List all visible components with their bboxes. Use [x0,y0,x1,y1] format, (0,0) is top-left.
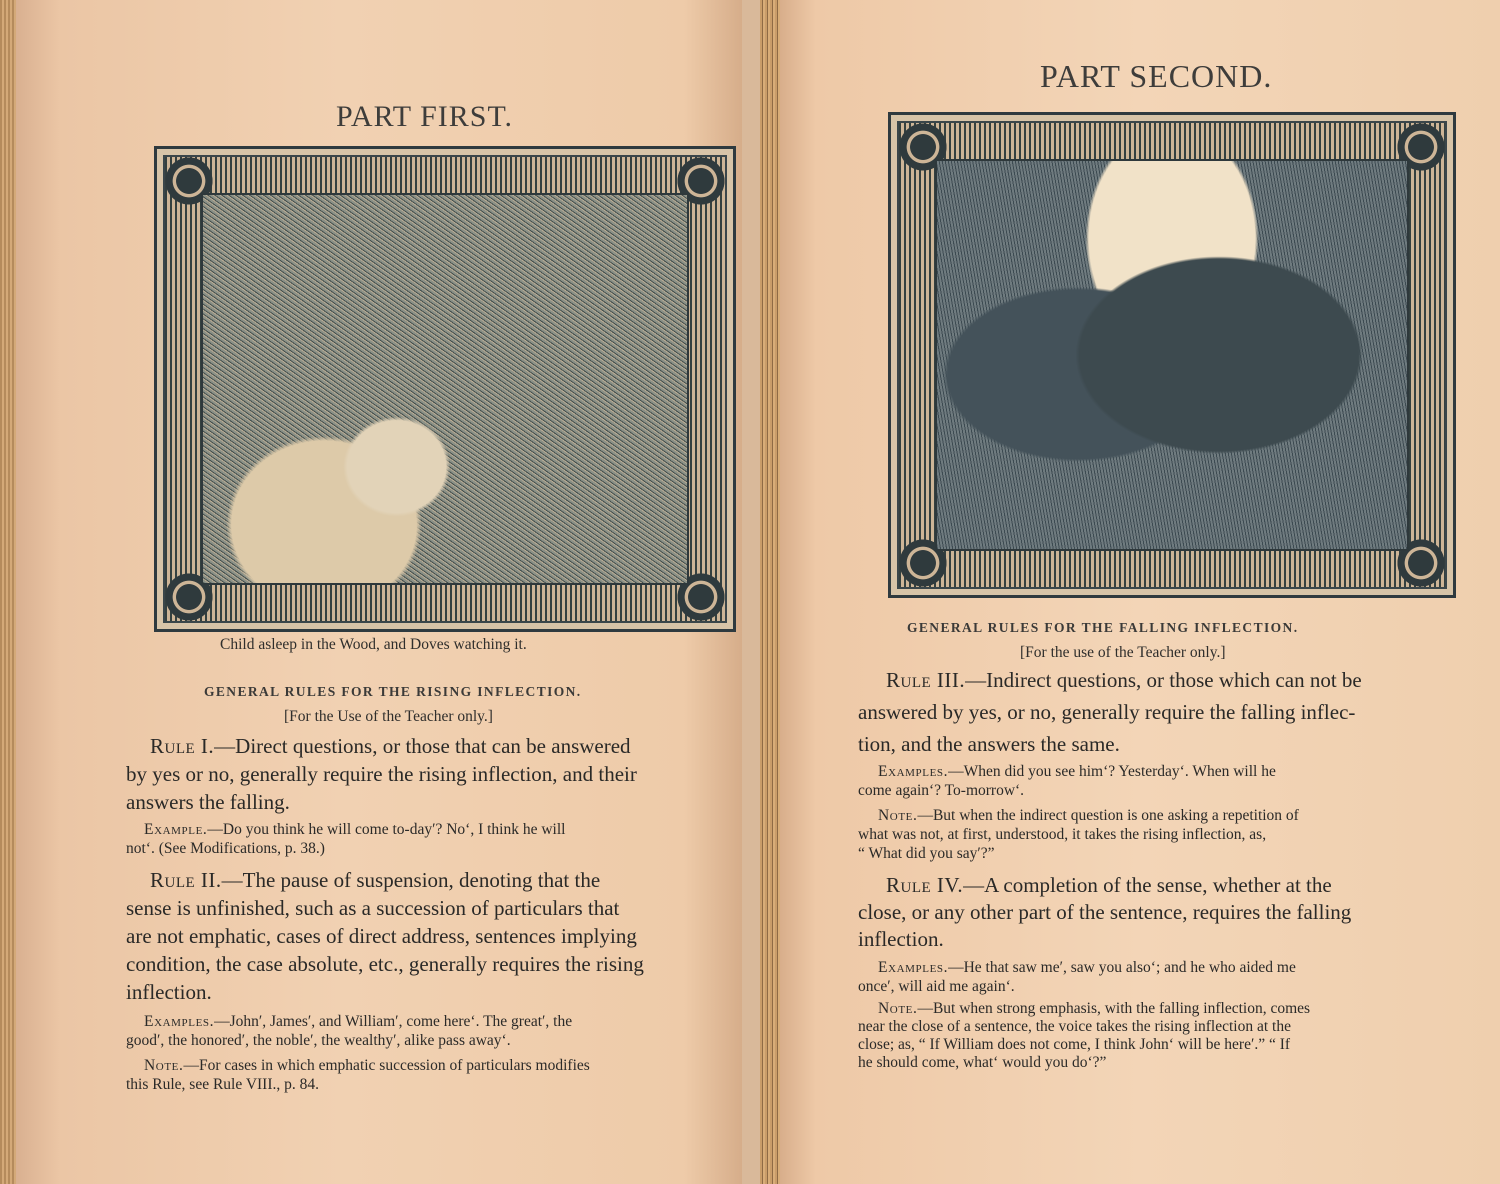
note-text-line: —But when the indirect question is one asking a repetition of [917,807,1299,824]
examples-2 [126,1012,726,1050]
rule-text-line: inflection. [858,927,944,951]
example-1 [126,820,726,858]
example-text-line: —He that saw me′, saw you also‘; and he who aided me [948,959,1296,976]
examples-3 [858,762,1458,800]
note-text-line: “ What did you say′?” [858,845,995,862]
note-label: Note. [878,807,918,824]
example-label: Examples. [878,763,949,780]
rule-3 [858,664,1458,760]
rule-text-line: tion, and the answers the same. [858,732,1120,756]
rule-text-line: answers the falling. [126,790,290,814]
example-label: Examples. [144,1013,215,1030]
rules-heading: GENERAL RULES FOR THE FALLING INFLECTION. [907,620,1299,635]
rule-text-line: close, or any other part of the sentence, requires the falling [858,900,1352,924]
note-text-line: near the close of a sentence, the voice takes the rising inflection at the [858,1018,1291,1035]
rules-heading: GENERAL RULES FOR THE RISING INFLECTION. [204,684,582,699]
rule-2 [126,866,726,1006]
rule-text-line: condition, the case absolute, etc., generally requires the rising [126,952,644,976]
example-text-line: —John′, James′, and William′, come here‘. The great′, the [214,1013,573,1030]
note-4 [858,1000,1458,1072]
hunting-scene-illustration [937,161,1407,549]
engraving-child-asleep [154,146,736,632]
rule-text-line: sense is unfinished, such as a succession of particulars that [126,896,620,920]
examples-4 [858,958,1458,996]
rule-text-line: —Direct questions, or those that can be answered [214,734,631,758]
example-text-line: once′, will aid me again‘. [858,978,1015,995]
example-text-line: not‘. (See Modifications, p. 38.) [126,840,325,857]
rule-label: Rule IV. [886,873,964,897]
page-edges [760,0,780,1184]
rule-text-line: —Indirect questions, or those which can not be [965,668,1362,692]
note-3 [858,806,1458,863]
note-text-line: he should come, what‘ would you do‘?” [858,1054,1107,1071]
rule-text-line: are not emphatic, cases of direct address, sentences implying [126,924,637,948]
example-text-line: —When did you see him‘? Yesterday‘. When will he [948,763,1276,780]
engraving-hunters [888,112,1456,598]
page-title: PART SECOND. [1040,58,1273,94]
note-label: Note. [144,1057,184,1074]
teacher-note: [For the use of the Teacher only.] [1020,644,1226,661]
example-text-line: —Do you think he will come to-day′? No‘, I think he will [207,821,566,838]
example-text-line: good′, the honored′, the noble′, the wealthy′, alike pass away‘. [126,1032,511,1049]
page-title: PART FIRST. [336,100,514,133]
engraving-caption: Child asleep in the Wood, and Doves watching it. [220,636,527,653]
example-text-line: come again‘? To-morrow‘. [858,782,1025,799]
rule-label: Rule II. [150,868,222,892]
rule-text-line: answered by yes, or no, generally require the falling inflec- [858,700,1356,724]
note-text-line: —For cases in which emphatic succession of particulars modifies [183,1057,590,1074]
woodland-scene-illustration [203,195,687,583]
example-label: Example. [144,821,208,838]
teacher-note: [For the Use of the Teacher only.] [284,708,493,725]
note-text-line: this Rule, see Rule VIII., p. 84. [126,1076,320,1093]
note-text-line: —But when strong emphasis, with the falling inflection, comes [917,1000,1311,1017]
note-2 [126,1056,726,1094]
note-text-line: what was not, at first, understood, it takes the rising inflection, as, [858,826,1267,843]
rule-4 [858,872,1458,953]
rule-text-line: —The pause of suspension, denoting that the [221,868,601,892]
rule-text-line: —A completion of the sense, whether at the [963,873,1332,897]
rule-label: Rule I. [150,734,215,758]
left-page [16,0,742,1184]
engraving-scene [201,193,689,585]
engraving-scene [935,159,1409,551]
rule-1 [126,732,726,816]
note-text-line: close; as, “ If William does not come, I think John‘ will be here′.” “ If [858,1036,1291,1053]
example-label: Examples. [878,959,949,976]
note-label: Note. [878,1000,918,1017]
right-page [780,0,1500,1184]
rule-text-line: by yes or no, generally require the rising inflection, and their [126,762,637,786]
rule-label: Rule III. [886,668,966,692]
rule-text-line: inflection. [126,980,212,1004]
